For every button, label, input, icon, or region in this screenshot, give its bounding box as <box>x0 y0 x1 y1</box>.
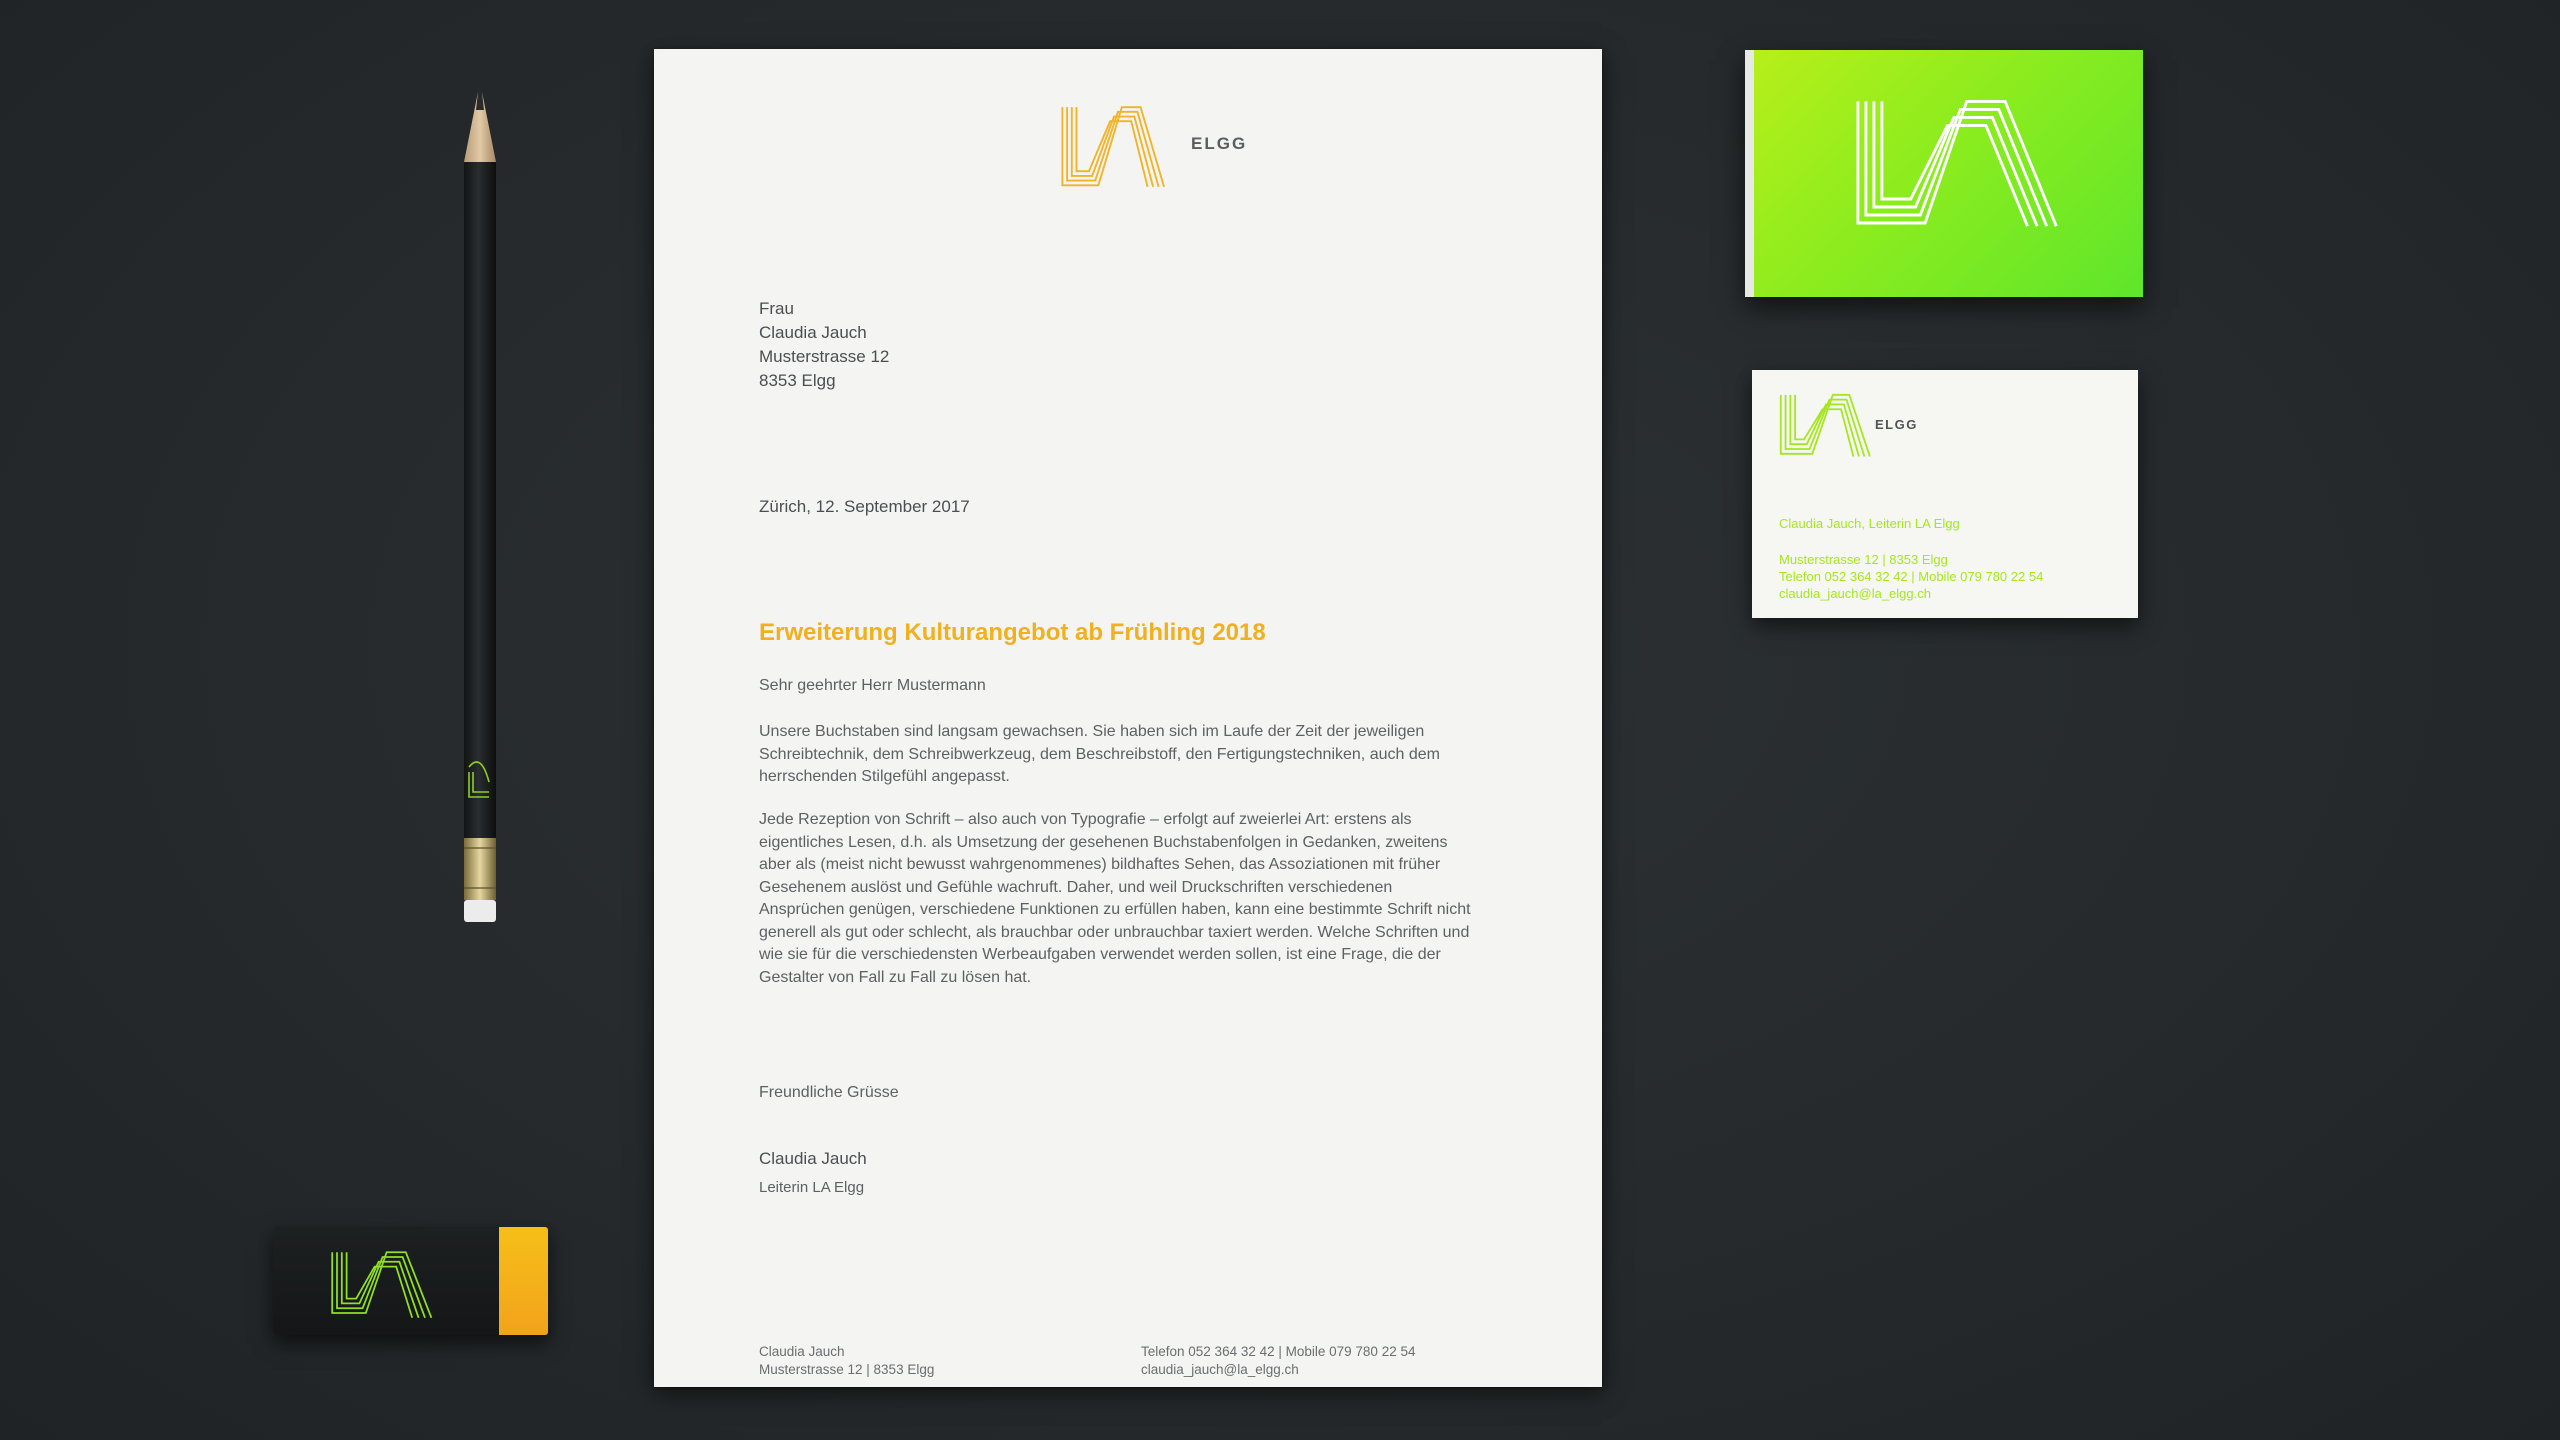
footer-right <box>1141 1343 1415 1379</box>
footer-line: Claudia Jauch <box>759 1344 845 1359</box>
la-logo-icon <box>1059 104 1169 190</box>
business-card-back <box>1752 370 2138 618</box>
signature-name: Claudia Jauch <box>759 1149 867 1168</box>
body-paragraph: Unsere Buchstaben sind langsam gewachsen. Sie haben sich im Laufe der Zeit der jeweiligen Schreibtechnik, dem Schreibwerkzeug, dem Beschreibstoff, den Fertigungstechniken, auch dem herrschenden Stilgefühl angepasst. <box>759 723 1440 785</box>
la-logo-icon <box>1778 392 1874 458</box>
card-name-line: Claudia Jauch, Leiterin LA Elgg <box>1779 516 1960 531</box>
logo-wordmark: ELGG <box>1875 417 1918 432</box>
letterhead-sheet <box>654 49 1602 1387</box>
pencil <box>451 92 509 944</box>
recipient-address <box>759 297 889 393</box>
footer-line: Telefon 052 364 32 42 | Mobile 079 780 22 54 <box>1141 1344 1416 1359</box>
body-paragraph: Jede Rezeption von Schrift – also auch von Typografie – erfolgt auf zweierlei Art: erstens als eigentliches Lesen, d.h. als Umsetzung der gesehenen Buchstabenfolgen in Gedanken, zweitens aber als (meist nicht bewusst wahrgenommenes) bildhaftes Sehen, das Assoziationen mit früher Gesehenem auslöst und Gefühle wachruft. Daher, und weil Druckschriften verschiedenen Ansprüchen genügen, verschiedene Funktionen zu erfüllen haben, kann eine bestimmte Schrift nicht generell als gut oder schlecht, als brauchbar oder unbrauchbar taxiert werden. Welche Schriften und wie sie für die verschiedensten Werbeaufgaben verwendet werden sollen, ist eine Frage, die der Gestalter von Fall zu Fall zu lösen hat. <box>759 811 1471 986</box>
address-line: Musterstrasse 12 <box>759 347 890 366</box>
letter-date: Zürich, 12. September 2017 <box>759 497 970 516</box>
salutation: Sehr geehrter Herr Mustermann <box>759 677 986 694</box>
logo-wordmark: ELGG <box>1191 134 1248 153</box>
la-logo-icon <box>1851 95 2076 231</box>
footer-left <box>759 1343 934 1379</box>
card-contact-line: Musterstrasse 12 | 8353 Elgg <box>1779 552 1948 567</box>
card-contact <box>1779 551 2043 602</box>
address-line: 8353 Elgg <box>759 371 836 390</box>
address-line: Frau <box>759 299 794 318</box>
signature-role: Leiterin LA Elgg <box>759 1179 865 1196</box>
card-contact-line: Telefon 052 364 32 42 | Mobile 079 780 22 54 <box>1779 569 2044 584</box>
la-logo-icon <box>329 1249 441 1321</box>
card-contact-line: claudia_jauch@la_elgg.ch <box>1779 586 1931 601</box>
business-card-front <box>1745 50 2143 297</box>
eraser <box>273 1227 548 1335</box>
eraser-tip <box>499 1227 548 1335</box>
footer-line: claudia_jauch@la_elgg.ch <box>1141 1362 1299 1377</box>
address-line: Claudia Jauch <box>759 323 867 342</box>
footer-line: Musterstrasse 12 | 8353 Elgg <box>759 1362 935 1377</box>
closing: Freundliche Grüsse <box>759 1084 899 1101</box>
letter-subject: Erweiterung Kulturangebot ab Frühling 2018 <box>759 619 1266 646</box>
